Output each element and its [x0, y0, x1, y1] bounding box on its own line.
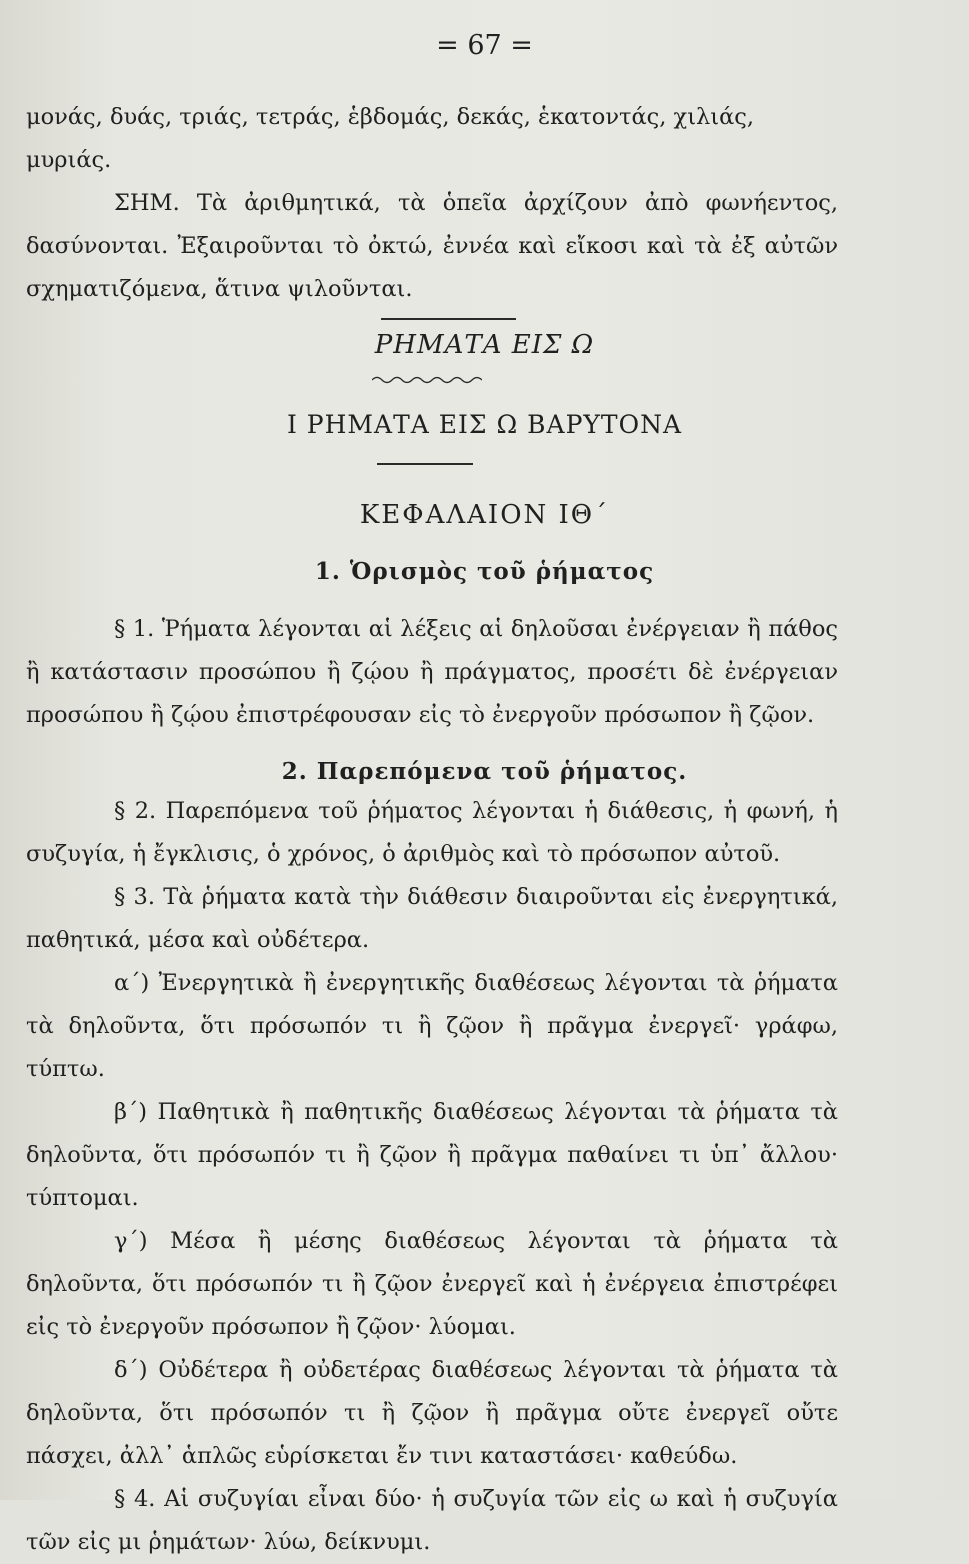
item-neuter: δ΄) Οὐδέτερα ἢ οὐδετέρας διαθέσεως λέγονται τὰ ῥήματα τὰ δηλοῦντα, ὅτι πρόσωπόν τι ἢ ζῷον ἢ πρᾶγμα οὔτε ἐνεργεῖ οὔτε πάσχει, ἀλλ᾿ ἁπλῶς εὑρίσκεται ἔν τινι καταστάσει· καθεύδω.	[26, 1357, 838, 1469]
wavy-divider	[372, 374, 482, 386]
page-number: = 67 =	[436, 30, 533, 61]
paragraph-4: § 4. Αἱ συζυγίαι εἶναι δύο· ἡ συζυγία τῶν εἰς ω καὶ ἡ συζυγία τῶν εἰς μι ῥημάτων· λύω, δείκνυμι.	[26, 1486, 838, 1555]
heading-definition: 1. Ὁρισμὸς τοῦ ῥήματος	[314, 558, 655, 585]
divider-rule-1	[381, 318, 516, 320]
item-middle: γ΄) Μέσα ἢ μέσης διαθέσεως λέγονται τὰ ῥήματα τὰ δηλοῦντα, ὅτι πρόσωπόν τι ἢ ζῷον ἐνεργεῖ καὶ ἡ ἐνέργεια ἐπιστρέφει εἰς τὸ ἐνεργοῦν πρόσωπον ἢ ζῷον· λύομαι.	[26, 1228, 838, 1340]
item-active: α΄) Ἐνεργητικὰ ἢ ἐνεργητικῆς διαθέσεως λέγονται τὰ ῥήματα τὰ δηλοῦντα, ὅτι πρόσωπόν τι ἢ ζῷον ἢ πρᾶγμα ἐνεργεῖ· γράφω, τύπτω.	[26, 970, 838, 1082]
paragraph-3: § 3. Τὰ ῥήματα κατὰ τὴν διάθεσιν διαιροῦνται εἰς ἐνεργητικά, παθητικά, μέσα καὶ οὐδέτερα.	[26, 884, 838, 953]
intro-line-1: μονάς, δυάς, τριάς, τετράς, ἑβδομάς, δεκάς, ἑκατοντάς, χιλιάς,	[26, 104, 755, 130]
subsection-title: Ι ΡΗΜΑΤΑ ΕΙΣ Ω ΒΑΡΥΤΟΝΑ	[286, 410, 683, 439]
heading-accidents: 2. Παρεπόμενα τοῦ ῥήματος.	[281, 758, 688, 785]
note-label: ΣΗΜ.	[114, 190, 180, 216]
chapter-title: ΚΕΦΑΛΑΙΟΝ ΙΘ΄	[359, 500, 610, 530]
intro-line-2: μυριάς.	[26, 147, 112, 173]
note-paragraph	[26, 182, 838, 311]
intro-block	[26, 96, 838, 311]
item-passive: β΄) Παθητικὰ ἢ παθητικῆς διαθέσεως λέγονται τὰ ῥήματα τὰ δηλοῦντα, ὅτι πρόσωπόν τι ἢ ζῷον ἢ πρᾶγμα παθαίνει τι ὑπ᾿ ἄλλου· τύπτομαι.	[26, 1099, 838, 1211]
section-title: ΡΗΜΑΤΑ ΕΙΣ Ω	[374, 330, 595, 360]
paragraph-1: § 1. Ῥήματα λέγονται αἱ λέξεις αἱ δηλοῦσαι ἐνέργειαν ἢ πάθος ἢ κατάστασιν προσώπου ἢ ζῴου ἢ πράγματος, προσέτι δὲ ἐνέργειαν προσώπου ἢ ζῴου ἐπιστρέφουσαν εἰς τὸ ἐνεργοῦν πρόσωπον ἢ ζῷον.	[26, 616, 838, 728]
body-block	[26, 790, 838, 1564]
note-text: Τὰ ἀριθμητικά, τὰ ὁπεῖα ἀρχίζουν ἀπὸ φωνήεντος, δασύνονται. Ἐξαιροῦνται τὸ ὀκτώ, ἐννέα καὶ εἴκοσι καὶ τὰ ἐξ αὐτῶν σχηματιζόμενα, ἅτινα ψιλοῦνται.	[26, 190, 839, 302]
divider-rule-2	[377, 463, 473, 465]
paragraph-2: § 2. Παρεπόμενα τοῦ ῥήματος λέγονται ἡ διάθεσις, ἡ φωνή, ἡ συζυγία, ἡ ἔγκλισις, ὁ χρόνος, ὁ ἀριθμὸς καὶ τὸ πρόσωπον αὐτοῦ.	[26, 798, 838, 867]
